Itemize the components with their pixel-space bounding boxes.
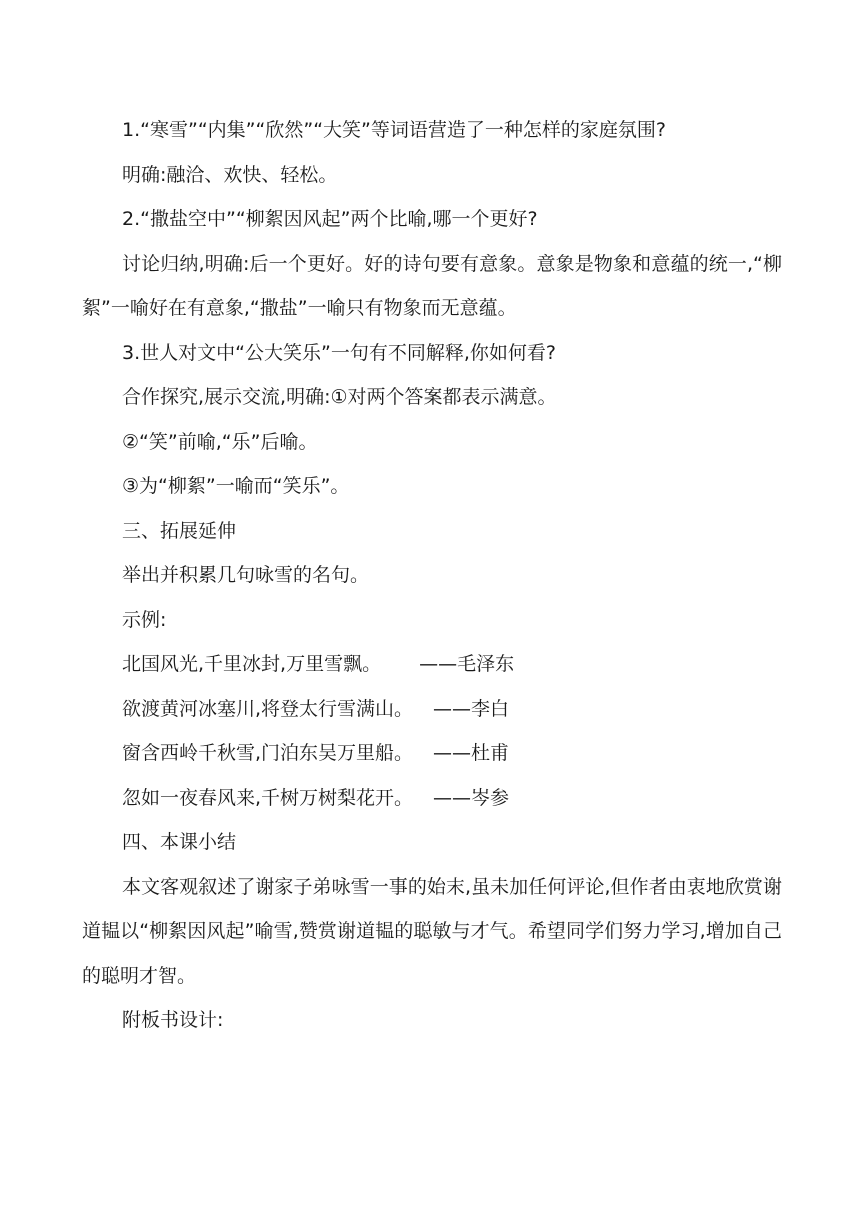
answer-2: 讨论归纳,明确:后一个更好。好的诗句要有意象。意象是物象和意蕴的统一,“柳絮”一喻好在有意象,“撒盐”一喻只有物象而无意蕴。 xyxy=(82,252,782,319)
poem-author: ——李白 xyxy=(433,697,510,720)
section-heading-summary: 四、本课小结 xyxy=(122,831,237,853)
section-heading-extension: 三、拓展延伸 xyxy=(122,519,237,542)
answer-3-line-1: 合作探究,展示交流,明确:①对两个答案都表示满意。 xyxy=(122,386,557,408)
poem-text: 忽如一夜春风来,千树万树梨花开。 xyxy=(122,786,414,809)
poem-text: 欲渡黄河冰塞川,将登太行雪满山。 xyxy=(122,697,414,720)
example-label: 示例: xyxy=(122,608,167,631)
summary-paragraph: 本文客观叙述了谢家子弟咏雪一事的始末,虽未加任何评论,但作者由衷地欣赏谢道韫以“柳絮因风起”喻雪,赞赏谢道韫的聪敏与才气。希望同学们努力学习,增加自己的聪明才智。 xyxy=(82,875,782,987)
poem-line xyxy=(82,731,782,776)
task-instruction: 举出并积累几句咏雪的名句。 xyxy=(122,564,370,586)
board-design-label: 附板书设计: xyxy=(122,1009,224,1031)
poem-text: 北国风光,千里冰封,万里雪飘。 xyxy=(122,653,382,675)
poem-text: 窗含西岭千秋雪,门泊东吴万里船。 xyxy=(122,742,414,764)
poem-line xyxy=(82,776,782,821)
answer-3-line-2: ②“笑”前喻,“乐”后喻。 xyxy=(122,430,318,453)
poem-author: ——杜甫 xyxy=(433,742,510,764)
poem-author: ——岑参 xyxy=(433,786,510,809)
answer-3-line-3: ③为“柳絮”一喻而“笑乐”。 xyxy=(122,475,350,497)
document-body xyxy=(82,108,782,1043)
poem-line xyxy=(82,687,782,732)
poem-line xyxy=(82,642,782,687)
poem-author: ——毛泽东 xyxy=(419,653,515,675)
answer-1: 明确:融洽、欢快、轻松。 xyxy=(122,163,338,186)
question-1: 1.“寒雪”“内集”“欣然”“大笑”等词语营造了一种怎样的家庭氛围? xyxy=(122,119,666,141)
question-2: 2.“撒盐空中”“柳絮因风起”两个比喻,哪一个更好? xyxy=(122,208,538,230)
question-3: 3.世人对文中“公大笑乐”一句有不同解释,你如何看? xyxy=(122,341,556,364)
